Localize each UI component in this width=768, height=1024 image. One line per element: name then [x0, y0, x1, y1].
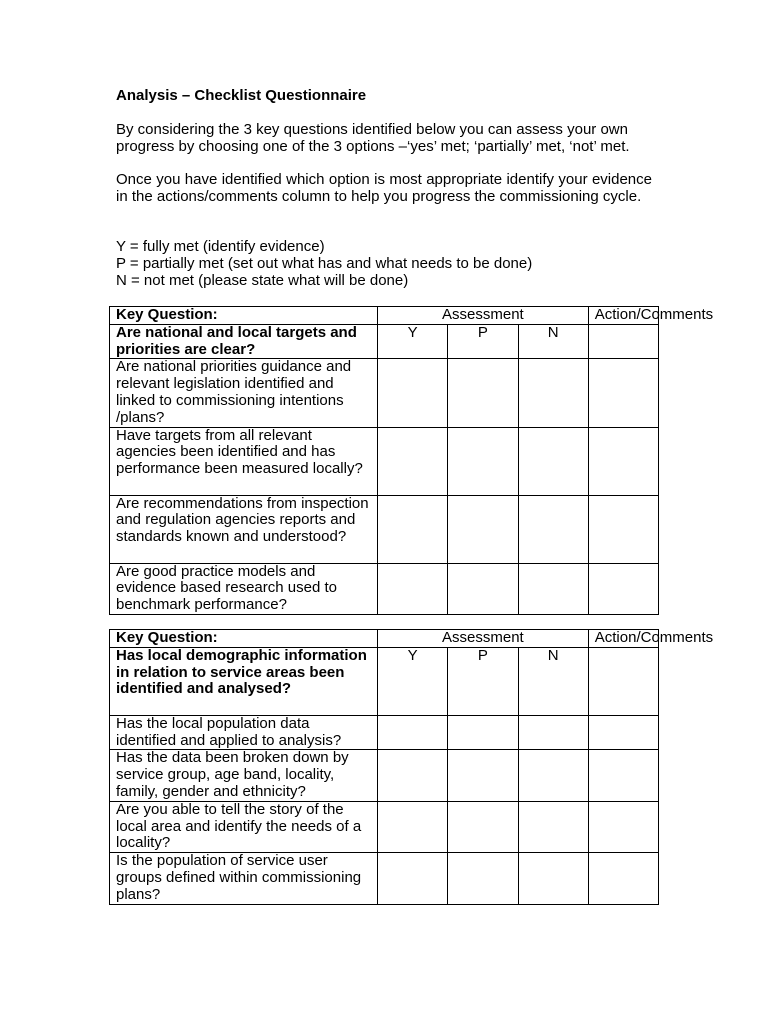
action-cell[interactable]	[588, 801, 658, 852]
n-cell[interactable]	[518, 563, 588, 614]
p-cell[interactable]	[448, 853, 518, 904]
table-row	[110, 750, 659, 801]
n-label: N	[518, 647, 588, 715]
n-cell[interactable]	[518, 715, 588, 750]
p-cell[interactable]	[448, 563, 518, 614]
y-cell[interactable]	[378, 750, 448, 801]
table-row	[110, 715, 659, 750]
y-cell[interactable]	[378, 495, 448, 563]
action-cell[interactable]	[588, 647, 658, 715]
action-cell[interactable]	[588, 359, 658, 427]
legend	[116, 238, 532, 289]
question-cell: Has the data been broken down by service group, age band, locality, family, gender and ethnicity?	[110, 750, 378, 801]
main-question: Are national and local targets and priorities are clear?	[110, 324, 378, 359]
y-cell[interactable]	[378, 359, 448, 427]
legend-y: Y = fully met (identify evidence)	[116, 238, 325, 255]
table-row	[110, 495, 659, 563]
question-cell: Are you able to tell the story of the local area and identify the needs of a locality?	[110, 801, 378, 852]
question-cell: Have targets from all relevant agencies been identified and has performance been measured locally?	[110, 427, 378, 495]
intro-paragraph: By considering the 3 key questions identified below you can assess your own progress by choosing one of the 3 options –‘yes’ met; ‘partially’ met, ‘not’ met.	[116, 121, 630, 155]
key-question-header: Key Question:	[110, 630, 378, 648]
table-row	[110, 853, 659, 904]
action-cell[interactable]	[588, 563, 658, 614]
page-title: Analysis – Checklist Questionnaire	[116, 87, 367, 104]
action-cell[interactable]	[588, 324, 658, 359]
question-cell: Has the local population data identified and applied to analysis?	[110, 715, 378, 750]
y-label: Y	[378, 324, 448, 359]
key-question-header: Key Question:	[110, 307, 378, 325]
n-cell[interactable]	[518, 359, 588, 427]
p-cell[interactable]	[448, 801, 518, 852]
checklist-table-2	[109, 629, 714, 905]
action-comments-header: Action/Comments	[588, 307, 658, 325]
question-cell: Is the population of service user groups defined within commissioning plans?	[110, 853, 378, 904]
p-cell[interactable]	[448, 750, 518, 801]
p-cell[interactable]	[448, 427, 518, 495]
table-row	[110, 563, 659, 614]
n-cell[interactable]	[518, 853, 588, 904]
p-cell[interactable]	[448, 715, 518, 750]
main-question-row	[110, 324, 659, 359]
n-label: N	[518, 324, 588, 359]
y-cell[interactable]	[378, 427, 448, 495]
table-row	[110, 359, 659, 427]
legend-p: P = partially met (set out what has and what needs to be done)	[116, 255, 533, 272]
n-cell[interactable]	[518, 495, 588, 563]
y-cell[interactable]	[378, 563, 448, 614]
question-cell: Are recommendations from inspection and regulation agencies reports and standards known and understood?	[110, 495, 378, 563]
p-label: P	[448, 324, 518, 359]
question-cell: Are national priorities guidance and relevant legislation identified and linked to commissioning intentions /plans?	[110, 359, 378, 427]
y-cell[interactable]	[378, 715, 448, 750]
p-cell[interactable]	[448, 359, 518, 427]
y-cell[interactable]	[378, 801, 448, 852]
action-cell[interactable]	[588, 750, 658, 801]
n-cell[interactable]	[518, 801, 588, 852]
p-label: P	[448, 647, 518, 715]
question-cell: Are good practice models and evidence based research used to benchmark performance?	[110, 563, 378, 614]
table-row	[110, 427, 659, 495]
table-header-row	[110, 307, 659, 325]
checklist-table-1	[109, 306, 714, 615]
p-cell[interactable]	[448, 495, 518, 563]
main-question: Has local demographic information in relation to service areas been identified and analysed?	[110, 647, 378, 715]
y-label: Y	[378, 647, 448, 715]
assessment-header: Assessment	[378, 307, 589, 325]
main-question-row	[110, 647, 659, 715]
y-cell[interactable]	[378, 853, 448, 904]
legend-n: N = not met (please state what will be done)	[116, 272, 409, 289]
n-cell[interactable]	[518, 750, 588, 801]
action-comments-header: Action/Comments	[588, 630, 658, 648]
action-cell[interactable]	[588, 495, 658, 563]
action-cell[interactable]	[588, 853, 658, 904]
action-cell[interactable]	[588, 427, 658, 495]
n-cell[interactable]	[518, 427, 588, 495]
instructions-paragraph: Once you have identified which option is most appropriate identify your evidence in the actions/comments column to help you progress the commissioning cycle.	[116, 171, 652, 205]
action-cell[interactable]	[588, 715, 658, 750]
assessment-header: Assessment	[378, 630, 589, 648]
table-row	[110, 801, 659, 852]
table-header-row	[110, 630, 659, 648]
